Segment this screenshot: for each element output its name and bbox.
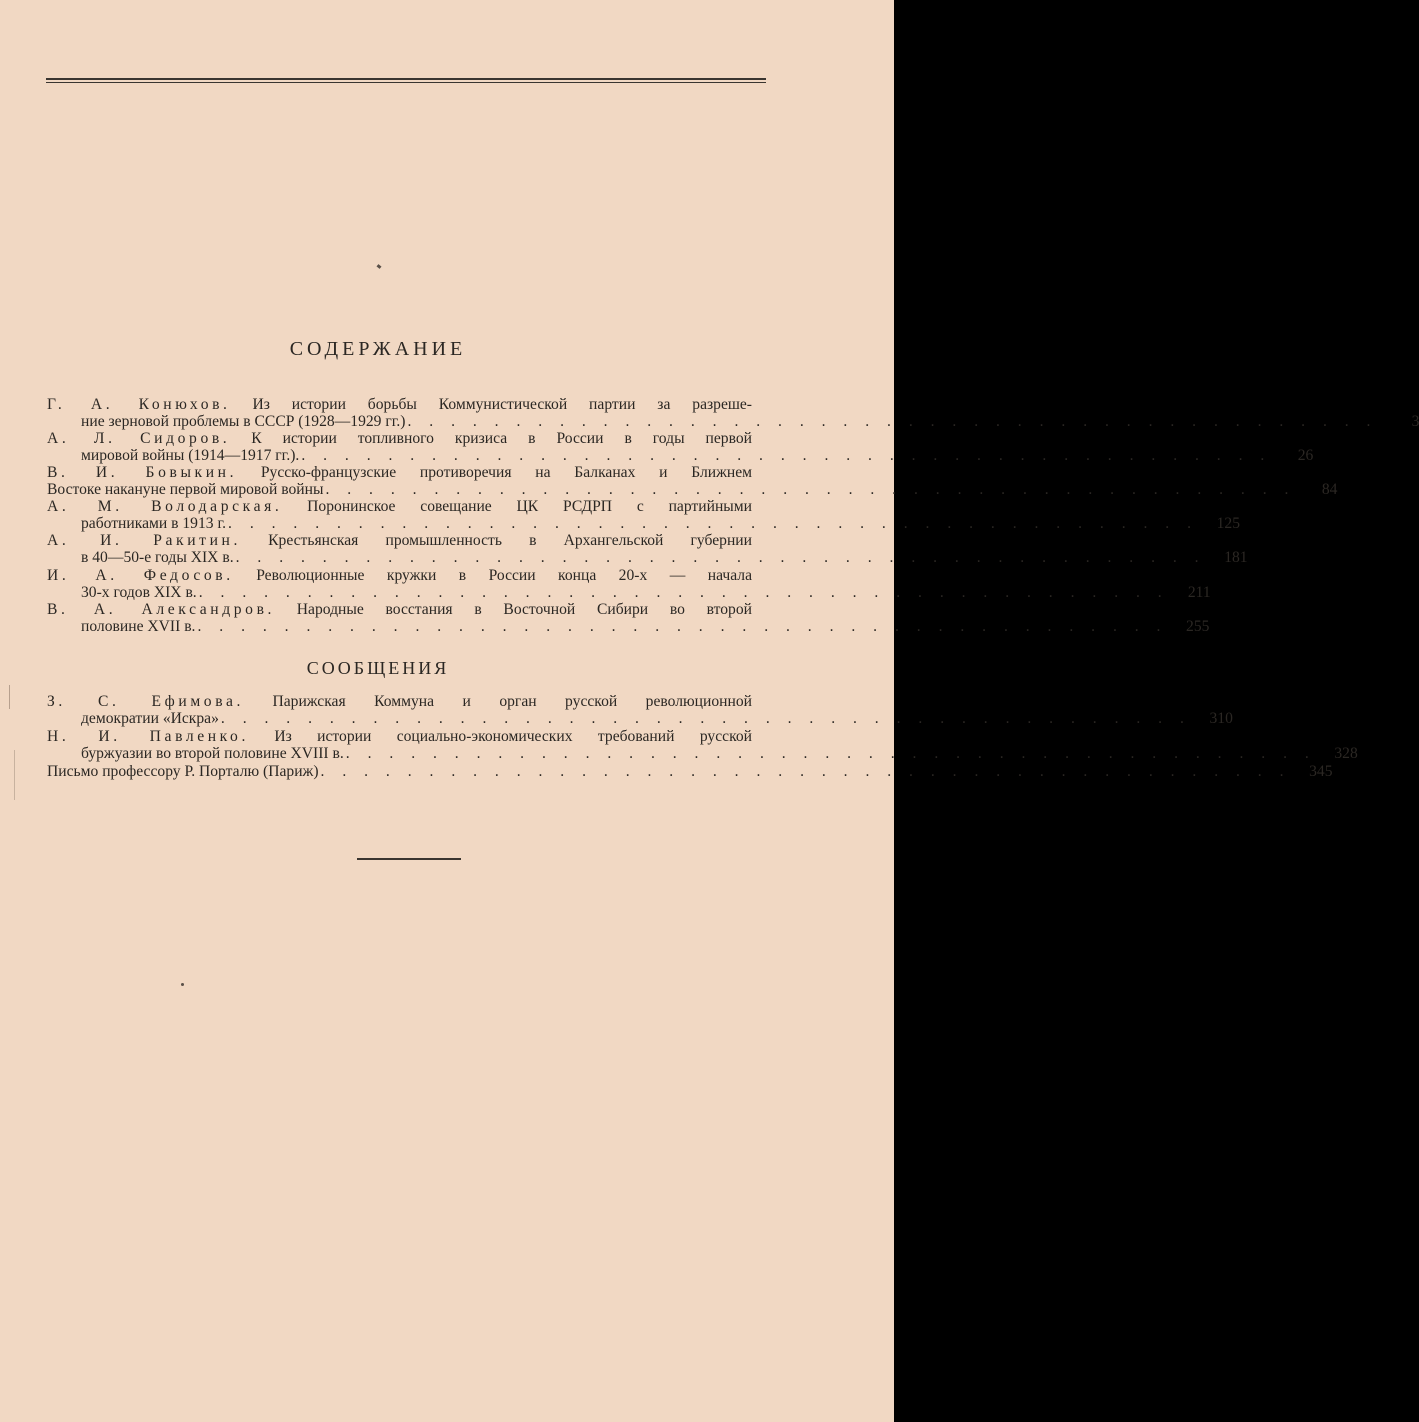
toc-entry[interactable] xyxy=(47,430,1314,464)
toc-entry[interactable] xyxy=(47,498,1240,532)
toc-title-line2: работниками в 1913 г. xyxy=(81,515,227,532)
message-title-line2: буржуазии во второй половине XVIII в. xyxy=(81,745,344,762)
top-rule-thin xyxy=(46,82,766,83)
toc-entry[interactable] xyxy=(47,464,1338,498)
toc-page-number: 255 xyxy=(1186,618,1210,635)
toc-page-number: 84 xyxy=(1321,481,1338,498)
dot-leader: . . . . . . . . . . . . . . . . . . . . . . . . . . . . . . . . . . . . . . . . . . . . . xyxy=(197,618,1168,635)
message-author: Н. И. Павленко. xyxy=(47,728,249,745)
message-entry[interactable] xyxy=(47,693,1233,727)
dot-leader: . . . . . . . . . . . . . . . . . . . . . . . . . . . . . . . . . . . . . . . . . . . . . xyxy=(325,481,1296,498)
toc-page-number: 211 xyxy=(1187,584,1211,601)
messages-heading: СООБЩЕНИЯ xyxy=(306,658,450,678)
message-page-number: 310 xyxy=(1209,710,1233,727)
contents-heading: СОДЕРЖАНИЕ xyxy=(289,338,467,360)
closing-rule xyxy=(357,858,461,860)
letter-title: Письмо профессору Р. Порталю (Париж) xyxy=(47,763,319,780)
letter-page-number: 345 xyxy=(1309,763,1333,780)
toc-author: И. А. Федосов. xyxy=(47,567,234,584)
toc-title-line2: в 40—50-е годы XIX в. xyxy=(81,549,234,566)
toc-author: В. И. Бовыкин. xyxy=(47,464,238,481)
message-title-line1: Парижская Коммуна и орган русской революционной xyxy=(272,693,753,710)
toc-title-line1: К истории топливного кризиса в России в годы первой xyxy=(251,430,752,447)
toc-title-line1: Поронинское совещание ЦК РСДРП с партийными xyxy=(307,498,752,515)
letter-entry[interactable] xyxy=(47,763,1333,780)
dot-leader: . . . . . . . . . . . . . . . . . . . . . . . . . . . . . . . . . . . . . . . . . . . . . xyxy=(198,584,1169,601)
toc-title-line2: 30-х годов XIX в. xyxy=(81,584,197,601)
toc-title-line2: ние зерновой проблемы в СССР (1928—1929 гг.) xyxy=(81,413,406,430)
toc-title-line2: половине XVII в. xyxy=(81,618,196,635)
print-speck xyxy=(181,983,184,986)
toc-page-number: 125 xyxy=(1216,515,1240,532)
toc-page-number: 26 xyxy=(1297,447,1314,464)
dot-leader: . . . . . . . . . . . . . . . . . . . . . . . . . . . . . . . . . . . . . . . . . . . . . xyxy=(301,447,1272,464)
toc-author: А. И. Ракитин. xyxy=(47,532,241,549)
toc-title-line1: Русско-французские противоречия на Балканах и Ближнем xyxy=(260,464,752,481)
toc-title-line1: Революционные кружки в России конца 20-х — начала xyxy=(256,567,752,584)
margin-mark xyxy=(9,685,10,709)
dot-leader: . . . . . . . . . . . . . . . . . . . . . . . . . . . . . . . . . . . . . . . . . . . . . xyxy=(407,413,1378,430)
toc-author: А. М. Володарская. xyxy=(47,498,283,515)
toc-entry[interactable] xyxy=(47,532,1248,566)
message-entry[interactable] xyxy=(47,728,1358,762)
toc-page-number: 3 xyxy=(1411,413,1419,430)
dot-leader: . . . . . . . . . . . . . . . . . . . . . . . . . . . . . . . . . . . . . . . . . . . . . xyxy=(320,763,1291,780)
toc-author: Г. А. Конюхов. xyxy=(47,396,231,413)
message-title-line2: демократии «Искра» xyxy=(81,710,219,727)
toc-title-line1: Из истории борьбы Коммунистической партии за разреше- xyxy=(252,396,752,413)
dot-leader: . . . . . . . . . . . . . . . . . . . . . . . . . . . . . . . . . . . . . . . . . . . . . xyxy=(228,515,1198,532)
toc-entry[interactable] xyxy=(47,396,1419,430)
toc-entry[interactable] xyxy=(47,601,1210,635)
toc-page-number: 181 xyxy=(1224,549,1248,566)
toc-author: А. Л. Сидоров. xyxy=(47,430,231,447)
message-title-line1: Из истории социально-экономических требований русской xyxy=(274,728,752,745)
toc-title-line2: мировой войны (1914—1917 гг.). xyxy=(81,447,300,464)
toc-entry[interactable] xyxy=(47,567,1211,601)
dot-leader: . . . . . . . . . . . . . . . . . . . . . . . . . . . . . . . . . . . . . . . . . . . . . xyxy=(345,745,1316,762)
dot-leader: . . . . . . . . . . . . . . . . . . . . . . . . . . . . . . . . . . . . . . . . . . . . . xyxy=(220,710,1191,727)
message-author: З. С. Ефимова. xyxy=(47,693,244,710)
toc-title-line2: Востоке накануне первой мировой войны xyxy=(47,481,324,498)
print-speck xyxy=(377,264,382,269)
toc-author: В. А. Александров. xyxy=(47,601,276,618)
top-rule xyxy=(46,78,766,80)
margin-mark xyxy=(14,750,15,800)
toc-title-line1: Крестьянская промышленность в Архангельской губернии xyxy=(268,532,753,549)
message-page-number: 328 xyxy=(1334,745,1358,762)
toc-title-line1: Народные восстания в Восточной Сибири во второй xyxy=(296,601,752,618)
dot-leader: . . . . . . . . . . . . . . . . . . . . . . . . . . . . . . . . . . . . . . . . . . . . . xyxy=(235,549,1206,566)
